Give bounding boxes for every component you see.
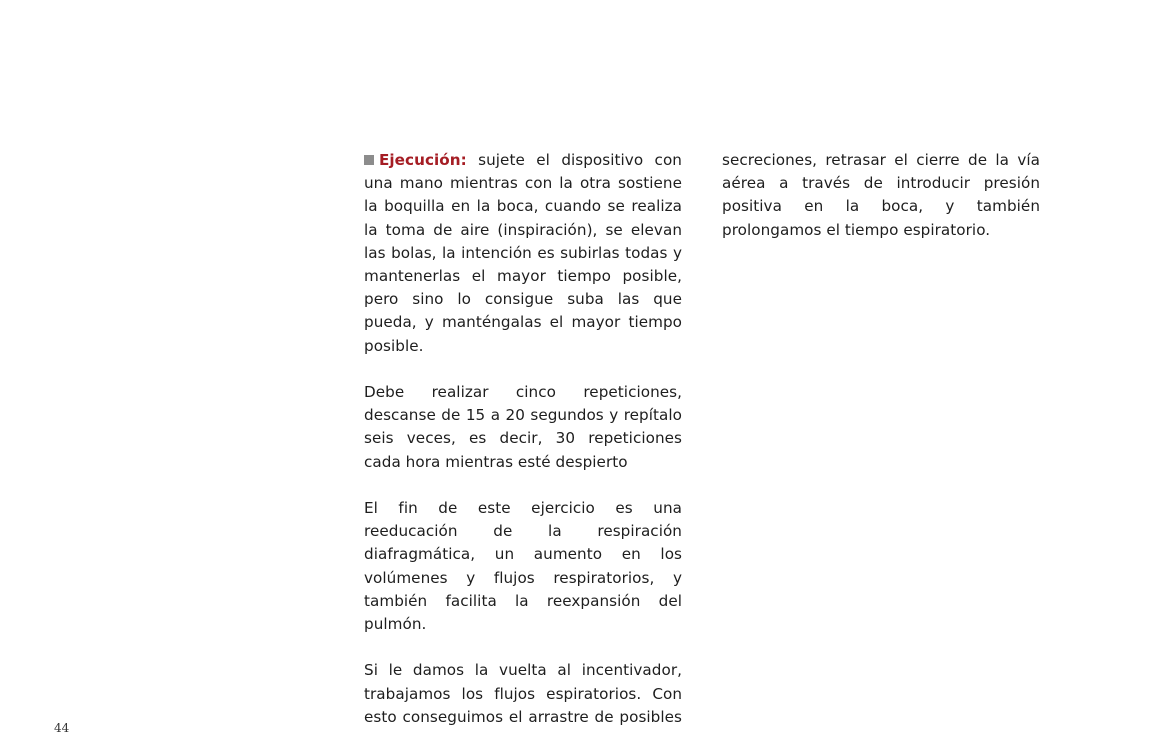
secretions-paragraph: secreciones, retrasar el cierre de la vía aérea a través de introducir presión positiva en la boca, y también prolongamos el tiempo espiratorio. [722, 151, 1040, 239]
right-column [722, 149, 1040, 265]
reverse-paragraph: Si le damos la vuelta al incentivador, trabajamos los flujos espiratorios. Con esto conseguimos el arrastre de posibles [364, 661, 682, 726]
square-bullet-icon [364, 155, 374, 165]
left-column [364, 149, 682, 752]
repetitions-paragraph: Debe realizar cinco repeticiones, descanse de 15 a 20 segundos y repítalo seis veces, es decir, 30 repeticiones cada hora mientras esté despierto [364, 383, 682, 471]
execution-lead-label: Ejecución: [379, 151, 467, 169]
purpose-paragraph: El fin de este ejercicio es una reeducación de la respiración diafragmática, un aumento en los volúmenes y flujos respiratorios, y también facilita la reexpansión del pulmón. [364, 499, 682, 634]
execution-paragraph [364, 149, 682, 358]
page-number: 44 [54, 721, 70, 735]
execution-text: sujete el dispositivo con una mano mientras con la otra sostiene la boquilla en la boca, cuando se realiza la toma de aire (inspiración), se elevan las bolas, la intención es subirlas todas y mantenerlas el mayor tiempo posible, pero sino lo consigue suba las que pueda, y manténgalas el mayor tiempo posible. [364, 151, 682, 355]
